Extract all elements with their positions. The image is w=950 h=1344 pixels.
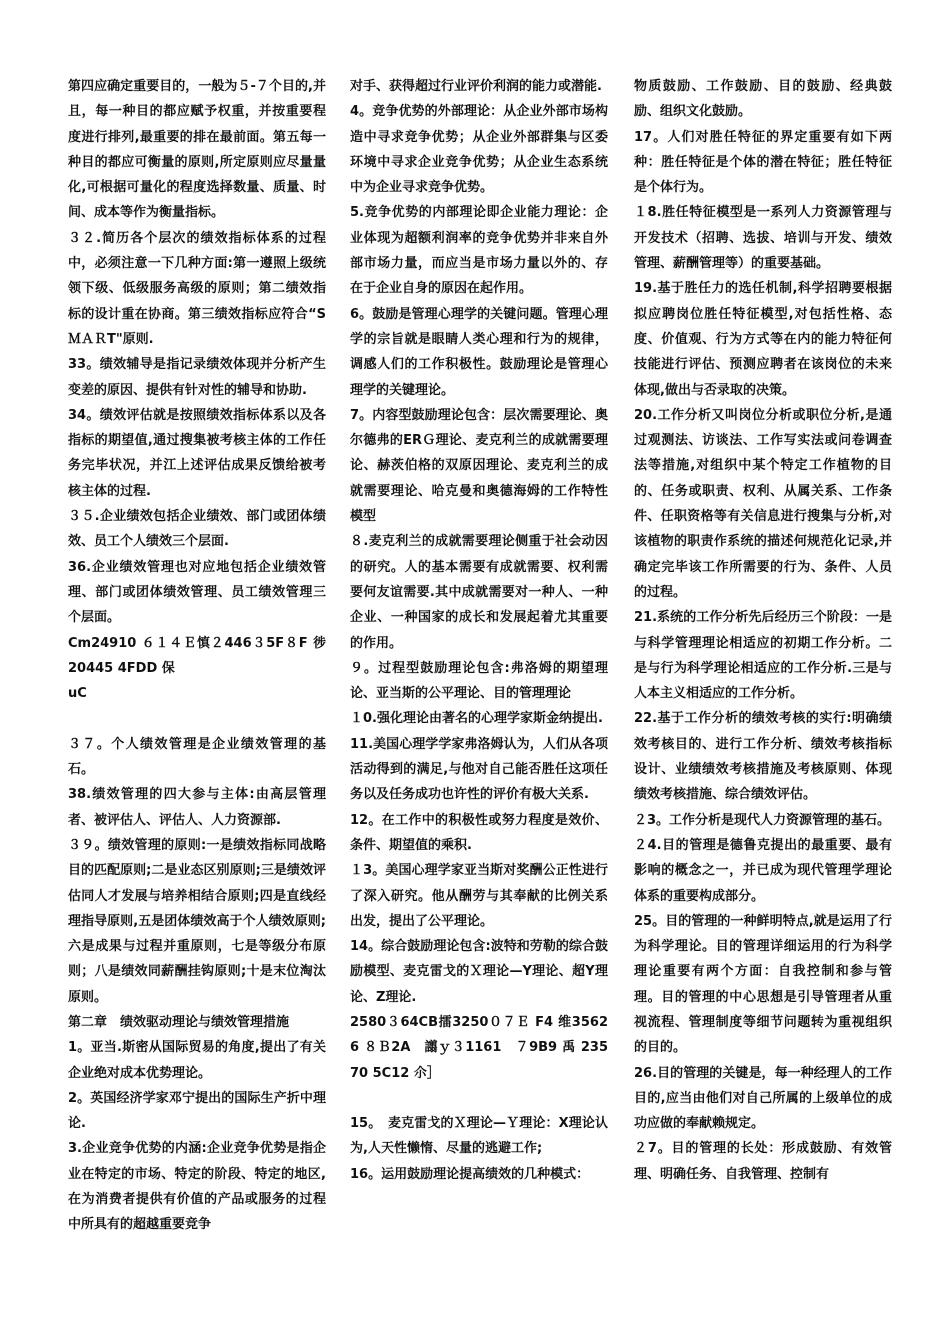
paragraph: 物质鼓励、工作鼓励、目的鼓励、经典鼓励、组织文化鼓励。 xyxy=(634,79,892,120)
paragraph: １0.强化理论由著名的心理学家斯金纳提出. xyxy=(350,711,603,727)
text-column-middle xyxy=(350,74,608,1187)
paragraph: ２3。工作分析是现代人力资源管理的基石。 xyxy=(634,812,891,828)
paragraph: 5.竞争优势的内部理论即企业能力理论：企业体现为超额利润率的竞争优势并非来自外部市场力量，而应当是市场力量以外的、存在于企业自身的原因在起作用。 xyxy=(350,205,608,297)
paragraph: 33。绩效辅导是指记录绩效体现并分析产生变差的原因、提供有针对性的辅导和协助. xyxy=(68,357,326,398)
paragraph: 16。运用鼓励理论提高绩效的几种模式： xyxy=(350,1166,590,1182)
paragraph: 6。鼓励是管理心理学的关键问题。管理心理学的宗旨就是眼睛人类心理和行为的规律，调感人们的工作积极性。鼓励理论是管理心理学的关键理论。 xyxy=(350,306,608,398)
paragraph: ３２.简历各个层次的绩效指标体系的过程中，必须注意一下几种方面:第一遵照上级统领下级、低级服务高级的原则；第二绩效指标的设计重在协商。第三绩效指标应符合“SＭＡＲT"原则. xyxy=(68,230,326,347)
paragraph: 对手、获得超过行业评价利润的能力或潜能. xyxy=(350,79,602,94)
paragraph: 第二章 绩效驱动理论与绩效管理措施 xyxy=(68,1014,290,1030)
paragraph: 21.系统的工作分析先后经历三个阶段：一是与科学管理理论相适应的初期工作分析。二是与行为科学理论相适应的工作分析.三是与人本主义相适应的工作分析。 xyxy=(634,610,892,702)
paragraph: 19.基于胜任力的选任机制,科学招聘要根据拟应聘岗位胜任特征模型,对包括性格、态度、价值观、行为方式等在内的能力特征何技能进行评估、预测应聘者在该岗位的未来体现,做出与否录取的决策。 xyxy=(634,281,892,398)
paragraph: １3。美国心理学家亚当斯对奖酬公正性进行了深入研究。他从酬劳与其奉献的比例关系出发，提出了公平理论。 xyxy=(350,863,608,929)
paragraph: １8.胜任特征模型是一系列人力资源管理与开发技术（招聘、选拔、培训与开发、绩效管理、薪酬管理等）的重要基础。 xyxy=(634,205,892,272)
paragraph: 11.美国心理学学家弗洛姆认为，人们从各项活动得到的满足,与他对自己能否胜任这项任务以及任务成功也许性的评价有极大关系. xyxy=(350,736,608,803)
paragraph: 1。亚当.斯密从国际贸易的角度,提出了有关企业绝对成本优势理论。 xyxy=(68,1040,326,1081)
paragraph: ３５.企业绩效包括企业绩效、部门或团体绩效、员工个人绩效三个层面. xyxy=(68,509,326,550)
paragraph: 14。综合鼓励理论包含:波特和劳勒的综合鼓励模型、麦克雷戈的Ｘ理论—Y理论、超Y理论、Z理论. xyxy=(350,939,608,1005)
paragraph: 2580３64CB擂3250０７Ｅ F4 维35626 ８Ｂ2A 譾ｙ３1161 ７9B9 禹 23570 5C12 尒］ xyxy=(350,1014,608,1081)
paragraph: 15。 麦克雷戈的Ｘ理论—Ｙ理论：X理论认为,人天性懒惰、尽量的逃避工作; xyxy=(350,1116,608,1157)
paragraph: 34。绩效评估就是按照绩效指标体系以及各指标的期望值,通过搜集被考核主体的工作任务完毕状况，并江上述评估成果反馈给被考核主体的过程. xyxy=(68,407,326,499)
paragraph: 38.绩效管理的四大参与主体:由高层管理者、被评估人、评估人、人力资源部. xyxy=(68,787,326,828)
paragraph: 12。在工作中的积极性或努力程度是效价、条件、期望值的乘积. xyxy=(350,812,608,853)
paragraph: 7。内容型鼓励理论包含：层次需要理论、奥尔德弗的ERＧ理论、麦克利兰的成就需要理论、赫茨伯格的双原因理论、麦克利兰的成就需要理论、哈克曼和奥德海姆的工作特性模型 xyxy=(350,407,608,525)
paragraph: 25。目的管理的一种鲜明特点,就是运用了行为科学理论。目的管理详细运用的行为科学理论重要有两个方面：自我控制和参与管理。目的管理的中心思想是引导管理者从重视流程、管理制度等细节问题转为重视组织的目的。 xyxy=(634,913,892,1056)
paragraph: 第四应确定重要目的，一般为５-７个目的,并且，每一种目的都应赋予权重，并按重要程度进行排列,最重要的排在最前面。第五每一种目的都应可衡量的原则,所定原则应尽量量化,可根据可量化的程度选择数量、质量、时间、成本等作为衡量指标。 xyxy=(68,79,326,221)
paragraph: 36.企业绩效管理也对应地包括企业绩效管理、部门或团体绩效管理、员工绩效管理三个层面。 xyxy=(68,559,326,626)
paragraph: ８.麦克利兰的成就需要理论侧重于社会动因的研究。人的基本需要有成就需要、权利需要何友谊需要.其中成就需要对一种人、一种企业、一种国家的成长和发展起着尤其重要的作用。 xyxy=(350,534,608,651)
text-column-left xyxy=(68,74,326,1238)
paragraph: 17。人们对胜任特征的界定重要有如下两种：胜任特征是个体的潜在特征；胜任特征是个体行为。 xyxy=(634,129,892,196)
paragraph xyxy=(350,1086,608,1111)
paragraph: 3.企业竞争优势的内涵:企业竞争优势是指企业在特定的市场、特定的阶段、特定的地区,在为消费者提供有价值的产品或服务的过程中所具有的超越重要竞争 xyxy=(68,1141,326,1233)
paragraph: ９。过程型鼓励理论包含:弗洛姆的期望理论、亚当斯的公平理论、目的管理理论 xyxy=(350,660,608,702)
paragraph: 4。竞争优势的外部理论：从企业外部市场构造中寻求竞争优势；从企业外部群集与区委环境中寻求企业竞争优势；从企业生态系统中为企业寻求竞争优势。 xyxy=(350,104,608,196)
text-column-right xyxy=(634,74,892,1187)
paragraph: 22.基于工作分析的绩效考核的实行:明确绩效考核目的、进行工作分析、绩效考核指标设计、业绩绩效考核措施及考核原则、体现绩效考核措施、综合绩效评估。 xyxy=(634,711,892,803)
paragraph: 20.工作分析又叫岗位分析或职位分析,是通过观测法、访谈法、工作写实法或问卷调查法等措施,对组织中某个特定工作植物的目的、任务或职责、权利、从属关系、工作条件、任职资格等有关信息进行搜集与分析,对该植物的职责作系统的描述何规范化记录,并确定完毕该工作所需要的行为、条件、人员的过程。 xyxy=(634,407,892,600)
paragraph: ２7。目的管理的长处：形成鼓励、有效管理、明确任务、自我管理、控制有 xyxy=(634,1141,892,1182)
paragraph: 26.目的管理的关键是，每一种经理人的工作目的,应当由他们对自己所属的上级单位的成功应做的奉献赖规定。 xyxy=(634,1065,892,1132)
paragraph: uC xyxy=(68,686,87,702)
paragraph: ３９。绩效管理的原则:一是绩效指标同战略目的匹配原则;二是业态区别原则;三是绩效评估同人才发展与培养相结合原则;四是直线经理指导原则,五是团体绩效高于个人绩效原则;六是成果与过程并重原则，七是等级分布原则；八是绩效同薪酬挂钩原则;十是末位淘汰原则。 xyxy=(68,837,326,1005)
paragraph: Cm24910 ６１４Ｅ慎２446３5F８F 徏 20445 4FDD 保 xyxy=(68,635,326,676)
paragraph: 2。英国经济学家邓宁提出的国际生产折中理论. xyxy=(68,1090,326,1132)
paragraph xyxy=(68,706,326,731)
paragraph: ２4.目的管理是德鲁克提出的最重要、最有影响的概念之一，并已成为现代管理学理论体系的重要构成部分。 xyxy=(634,837,892,904)
paragraph: ３７。个人绩效管理是企业绩效管理的基石。 xyxy=(68,736,326,778)
